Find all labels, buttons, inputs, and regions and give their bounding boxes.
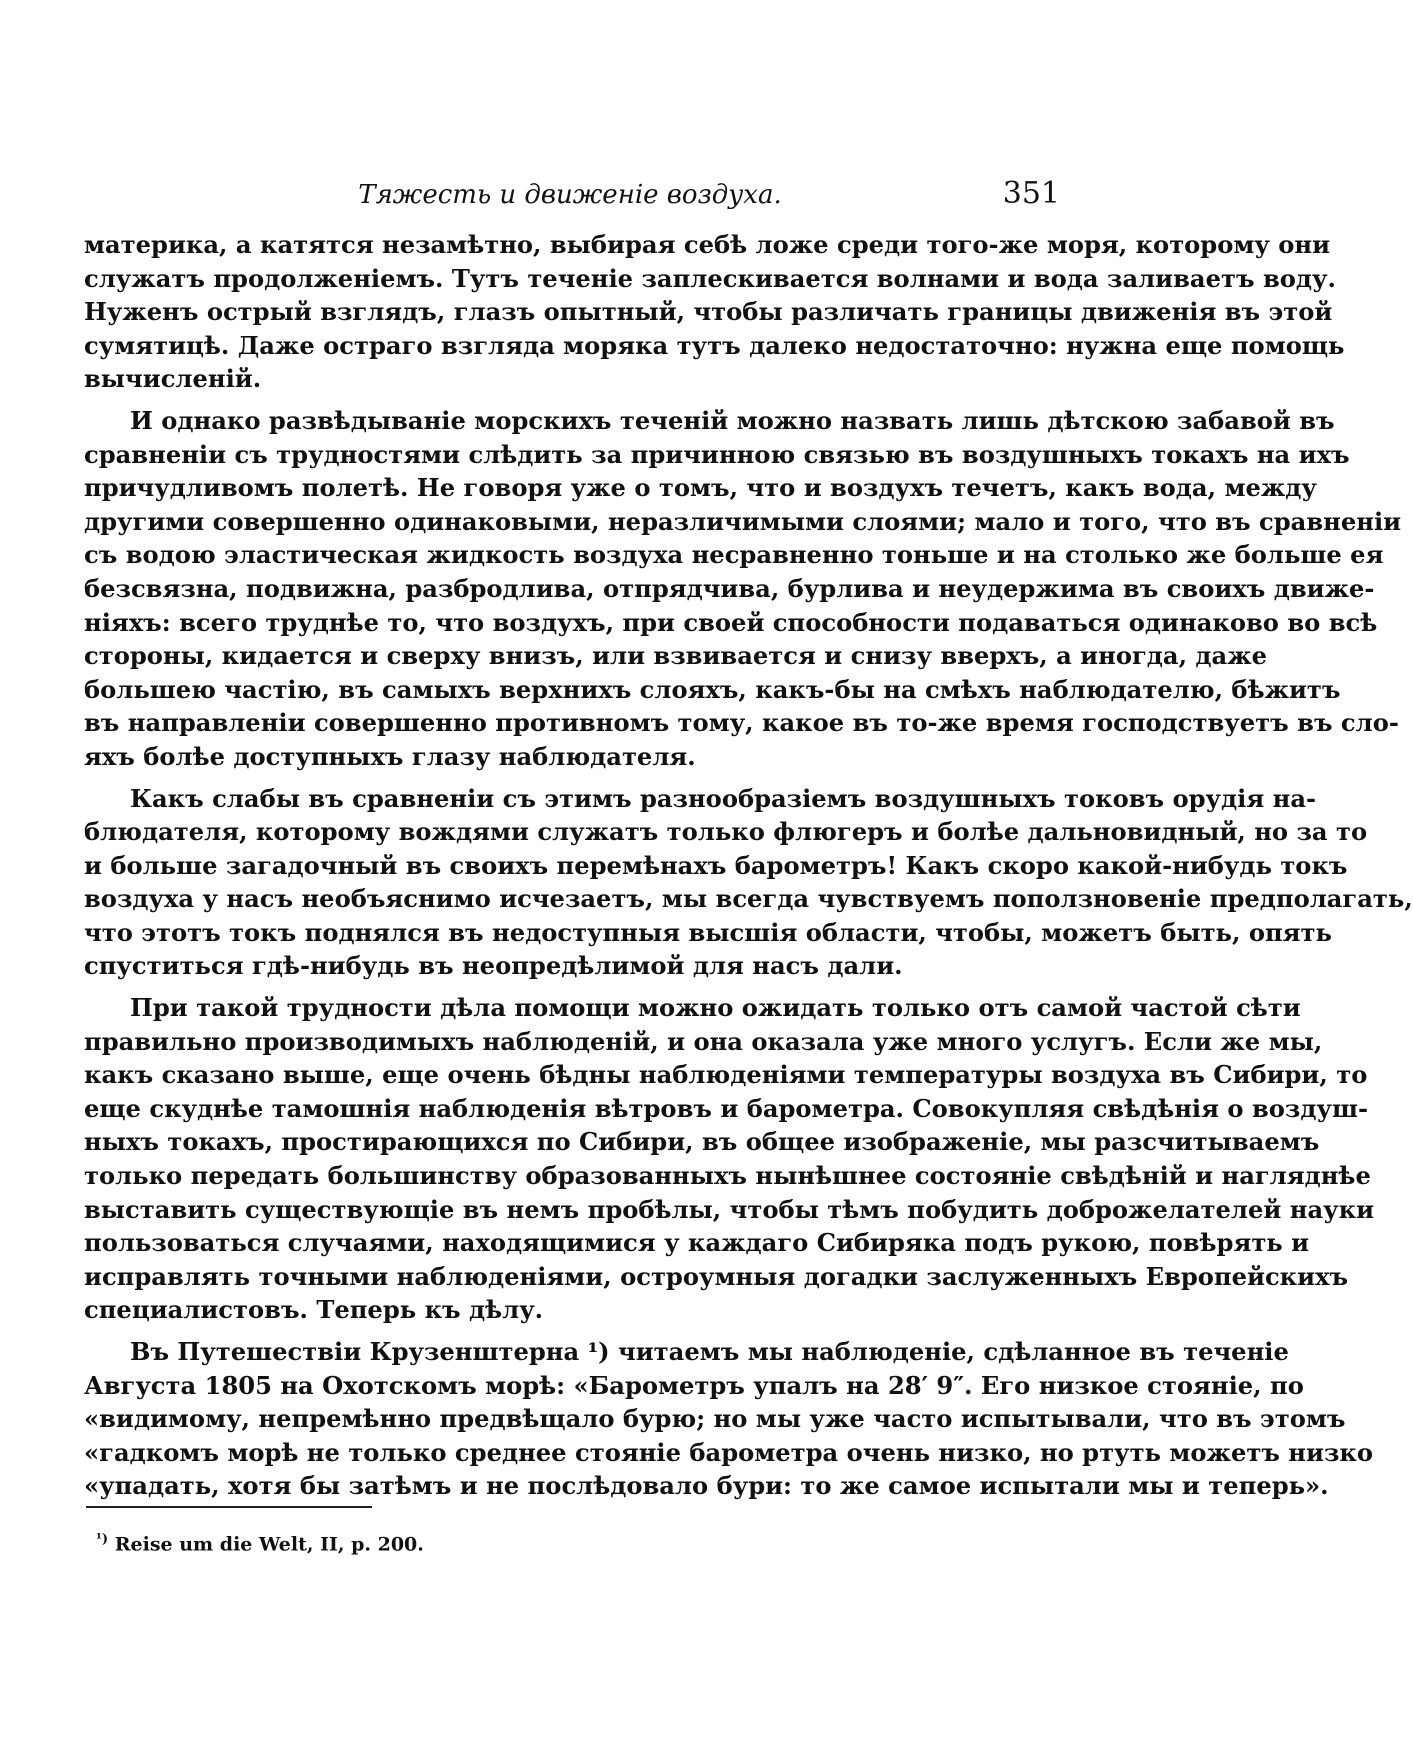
paragraph-gap: [84, 396, 1062, 404]
footnote: [96, 1532, 424, 1555]
text-line: блюдателя, которому вождями служатъ только флюгеръ и болѣе дальновидный, но за то: [84, 817, 1368, 847]
text-line: Въ Путешествiи Крузенштерна ¹) читаемъ мы наблюденiе, сдѣланное въ теченiе: [130, 1337, 1289, 1366]
footnote-divider: [86, 1506, 372, 1508]
text-line: Нуженъ острый взглядъ, глазъ опытный, чтобы различать границы движенiя въ этой: [84, 297, 1333, 327]
text-line: съ водою эластическая жидкость воздуха несравненно тоньше и на столько же больше ея: [84, 540, 1384, 570]
paragraph: [84, 1335, 1373, 1503]
text-line: сравненiи съ трудностями слѣдить за причинною связью въ воздушныхъ токахъ на ихъ: [84, 439, 1350, 469]
paragraph-gap: [84, 774, 1062, 782]
text-line: причудливомъ полетѣ. Не говоря уже о томъ, что и воздухъ течетъ, какъ вода, между: [84, 473, 1317, 503]
paragraph-gap: [84, 1327, 1062, 1335]
text-line: «упадать, хотя бы затѣмъ и не послѣдовало бури: то же самое испытали мы и теперь».: [84, 1471, 1329, 1501]
paragraph-gap: [84, 983, 1062, 991]
text-line: спуститься гдѣ-нибудь въ неопредѣлимой для насъ дали.: [84, 951, 903, 981]
body-text: [84, 228, 1413, 1503]
paragraph: [84, 991, 1375, 1327]
text-line: и больше загадочный въ своихъ перемѣнахъ барометръ! Какъ скоро какой-нибудь токъ: [84, 850, 1348, 880]
paragraph: [84, 782, 1413, 984]
text-line: При такой трудности дѣла помощи можно ожидать только отъ самой частой сѣти: [130, 993, 1301, 1023]
text-line: стороны, кидается и сверху внизъ, или взвивается и снизу вверхъ, а иногда, даже: [84, 641, 1268, 671]
page-number: 351: [1002, 176, 1060, 211]
footnote-marker: ¹): [96, 1532, 109, 1547]
text-line: ныхъ токахъ, простирающихся по Сибири, въ общее изображенiе, мы разсчитываемъ: [84, 1127, 1320, 1157]
text-line: другими совершенно одинаковыми, неразличимыми слоями; мало и того, что въ сравненiи: [84, 506, 1402, 536]
text-line: какъ сказано выше, еще очень бѣдны наблюденiями температуры воздуха въ Сибири, то: [84, 1060, 1368, 1090]
running-title: Тяжесть и движенiе воздуха.: [358, 180, 782, 210]
page-header: [0, 176, 1140, 216]
text-line: пользоваться случаями, находящимися у каждаго Сибиряка подъ рукою, повѣрять и: [84, 1228, 1310, 1258]
text-line: И однако развѣдыванiе морскихъ теченiй можно назвать лишь дѣтскою забавой въ: [130, 405, 1335, 435]
text-line: материка, а катятся незамѣтно, выбирая себѣ ложе среди того-же моря, которому они: [84, 230, 1331, 259]
text-line: вычисленiй.: [84, 364, 262, 394]
text-line: «гадкомъ морѣ не только среднее стоянiе барометра очень низко, но ртуть можетъ низко: [84, 1437, 1373, 1467]
text-line: Какъ слабы въ сравненiи съ этимъ разнообразiемъ воздушныхъ токовъ орудiя на-: [130, 783, 1317, 813]
text-line: яхъ болѣе доступныхъ глазу наблюдателя.: [84, 741, 696, 771]
text-line: безсвязна, подвижна, разбродлива, отпрядчива, бурлива и неудержима въ своихъ движе-: [84, 573, 1375, 603]
text-line: большею частiю, въ самыхъ верхнихъ слояхъ, какъ-бы на смѣхъ наблюдателю, бѣжитъ: [84, 674, 1341, 704]
text-line: правильно производимыхъ наблюденiй, и она оказала уже много услугъ. Если же мы,: [84, 1026, 1323, 1056]
text-line: только передать большинству образованныхъ нынѣшнее состоянiе свѣдѣнiй и нагляднѣе: [84, 1161, 1371, 1191]
footnote-text: Reise um die Welt, II, p. 200.: [114, 1533, 424, 1556]
text-line: еще скуднѣе тамошнiя наблюденiя вѣтровъ и барометра. Совокупляя свѣдѣнiя о воздуш-: [84, 1093, 1368, 1123]
text-line: нiяхъ: всего труднѣе то, что воздухъ, при своей способности подаваться одинаково во всѣ: [84, 607, 1378, 637]
text-line: исправлять точными наблюденiями, остроумныя догадки заслуженныхъ Европейскихъ: [84, 1261, 1349, 1291]
text-line: сумятицѣ. Даже остраго взгляда моряка тутъ далеко недостаточно: нужна еще помощь: [84, 330, 1345, 360]
paragraph: [84, 404, 1402, 774]
text-line: Августа 1805 на Охотскомъ морѣ: «Барометръ упалъ на 28′ 9″. Его низкое стоянiе, по: [84, 1370, 1304, 1400]
text-line: специалистовъ. Теперь къ дѣлу.: [84, 1295, 544, 1325]
paragraph: [84, 228, 1345, 396]
text-line: выставить существующiе въ немъ пробѣлы, чтобы тѣмъ побудить доброжелателей науки: [84, 1194, 1375, 1224]
text-line: въ направленiи совершенно противномъ тому, какое въ то-же время господствуетъ въ сло-: [84, 708, 1399, 738]
text-line: «видимому, непремѣнно предвѣщало бурю; но мы уже часто испытывали, что въ этомъ: [84, 1404, 1346, 1434]
text-line: что этотъ токъ поднялся въ недоступныя высшiя области, чтобы, можетъ быть, опять: [84, 917, 1332, 947]
text-line: служатъ продолженiемъ. Тутъ теченiе заплескивается волнами и вода заливаетъ воду.: [84, 263, 1336, 293]
text-line: воздуха у насъ необъяснимо исчезаетъ, мы всегда чувствуемъ поползновенiе предполагать,: [84, 884, 1413, 914]
